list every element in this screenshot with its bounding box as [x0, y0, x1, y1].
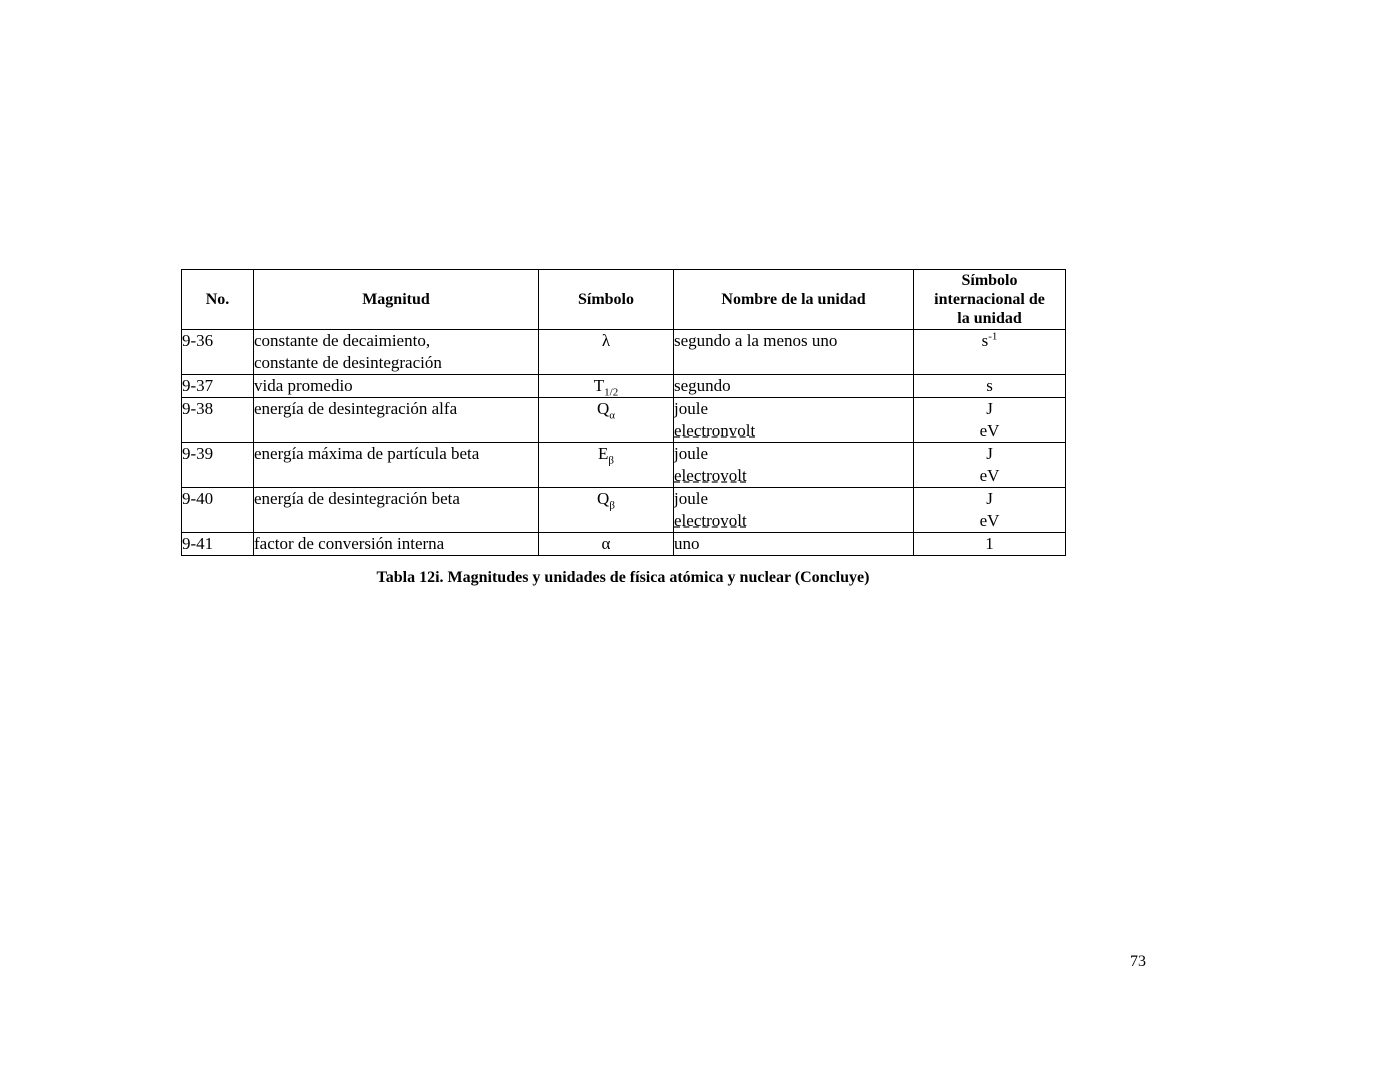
- header-nombre-unidad: Nombre de la unidad: [674, 270, 914, 330]
- cell-no: 9-39: [182, 443, 254, 488]
- units-table: [181, 269, 1066, 556]
- cell-unidad-line: segundo: [674, 376, 731, 395]
- cell-unidad-line: joule: [674, 489, 708, 508]
- cell-no: 9-36: [182, 330, 254, 375]
- cell-magnitud: [254, 375, 539, 398]
- table-row: [182, 533, 1066, 556]
- cell-magnitud-line: factor de conversión interna: [254, 534, 445, 553]
- cell-magnitud-line: vida promedio: [254, 376, 353, 395]
- header-simbolo-internacional-line1: Símbolo: [961, 272, 1018, 289]
- cell-magnitud-line: constante de decaimiento,: [254, 331, 431, 350]
- cell-simbolo-internacional: [914, 398, 1066, 443]
- cell-simbolo-internacional: [914, 443, 1066, 488]
- header-simbolo-internacional-line3: la unidad: [957, 310, 1022, 327]
- cell-unidad: [674, 375, 914, 398]
- int-symbol-line: J: [986, 399, 993, 418]
- cell-simbolo-internacional: [914, 375, 1066, 398]
- header-simbolo-internacional: [914, 270, 1066, 330]
- cell-magnitud: [254, 488, 539, 533]
- cell-unidad-line: uno: [674, 534, 700, 553]
- table-caption: Tabla 12i. Magnitudes y unidades de física atómica y nuclear (Concluye): [376, 569, 870, 586]
- header-simbolo: Símbolo: [539, 270, 674, 330]
- cell-simbolo: [539, 488, 674, 533]
- cell-unidad-line: joule: [674, 399, 708, 418]
- cell-magnitud: [254, 443, 539, 488]
- cell-unidad-line: joule: [674, 444, 708, 463]
- cell-unidad-line: electronvolt: [674, 421, 756, 440]
- cell-unidad-line-wrap: [674, 510, 913, 532]
- cell-unidad-line-wrap: [674, 420, 913, 442]
- table-row: [182, 398, 1066, 443]
- cell-magnitud-line: constante de desintegración: [254, 353, 442, 372]
- int-symbol-base: s: [981, 331, 989, 350]
- symbol-base: T: [593, 376, 605, 395]
- symbol-subscript: β: [609, 499, 615, 512]
- cell-simbolo: [539, 375, 674, 398]
- cell-simbolo-internacional: [914, 488, 1066, 533]
- cell-unidad-line: segundo a la menos uno: [674, 331, 838, 350]
- symbol-subscript: α: [609, 409, 616, 422]
- header-no: No.: [182, 270, 254, 330]
- cell-unidad: [674, 398, 914, 443]
- cell-no: 9-40: [182, 488, 254, 533]
- cell-no: 9-37: [182, 375, 254, 398]
- symbol-base: E: [598, 444, 609, 463]
- header-simbolo-internacional-line2: internacional de: [934, 291, 1045, 308]
- cell-unidad-line: electrovolt: [674, 466, 747, 485]
- cell-simbolo: [539, 398, 674, 443]
- cell-no: 9-38: [182, 398, 254, 443]
- int-symbol-line: J: [986, 489, 993, 508]
- cell-simbolo-internacional: [914, 330, 1066, 375]
- table-header-row: [182, 270, 1066, 330]
- table-row: [182, 330, 1066, 375]
- cell-simbolo-internacional: [914, 533, 1066, 556]
- table-row: [182, 443, 1066, 488]
- cell-magnitud-line: energía de desintegración beta: [254, 489, 460, 508]
- cell-magnitud: [254, 533, 539, 556]
- cell-magnitud: [254, 330, 539, 375]
- page-number: 73: [1130, 953, 1146, 970]
- table-row: [182, 488, 1066, 533]
- cell-simbolo: α: [539, 533, 674, 556]
- cell-no: 9-41: [182, 533, 254, 556]
- int-symbol-line: J: [986, 444, 993, 463]
- int-symbol-line: eV: [979, 421, 1000, 440]
- int-symbol-line: 1: [985, 534, 994, 553]
- symbol-base: Q: [597, 489, 610, 508]
- cell-unidad: [674, 533, 914, 556]
- cell-unidad-line-wrap: [674, 465, 913, 487]
- int-symbol-line: eV: [979, 466, 1000, 485]
- symbol-base: Q: [596, 399, 610, 418]
- symbol-subscript: 1/2: [604, 386, 619, 399]
- cell-unidad: [674, 488, 914, 533]
- cell-unidad: [674, 330, 914, 375]
- header-magnitud: Magnitud: [254, 270, 539, 330]
- cell-magnitud: [254, 398, 539, 443]
- cell-unidad-line: electrovolt: [674, 511, 747, 530]
- symbol-subscript: β: [608, 454, 614, 467]
- int-symbol-line: s: [986, 376, 993, 395]
- int-symbol-exponent: -1: [988, 330, 998, 343]
- cell-magnitud-line: energía de desintegración alfa: [254, 399, 458, 418]
- cell-simbolo: [539, 443, 674, 488]
- cell-simbolo: λ: [539, 330, 674, 375]
- cell-unidad: [674, 443, 914, 488]
- int-symbol-line: eV: [979, 511, 1000, 530]
- table-row: [182, 375, 1066, 398]
- cell-magnitud-line: energía máxima de partícula beta: [254, 444, 480, 463]
